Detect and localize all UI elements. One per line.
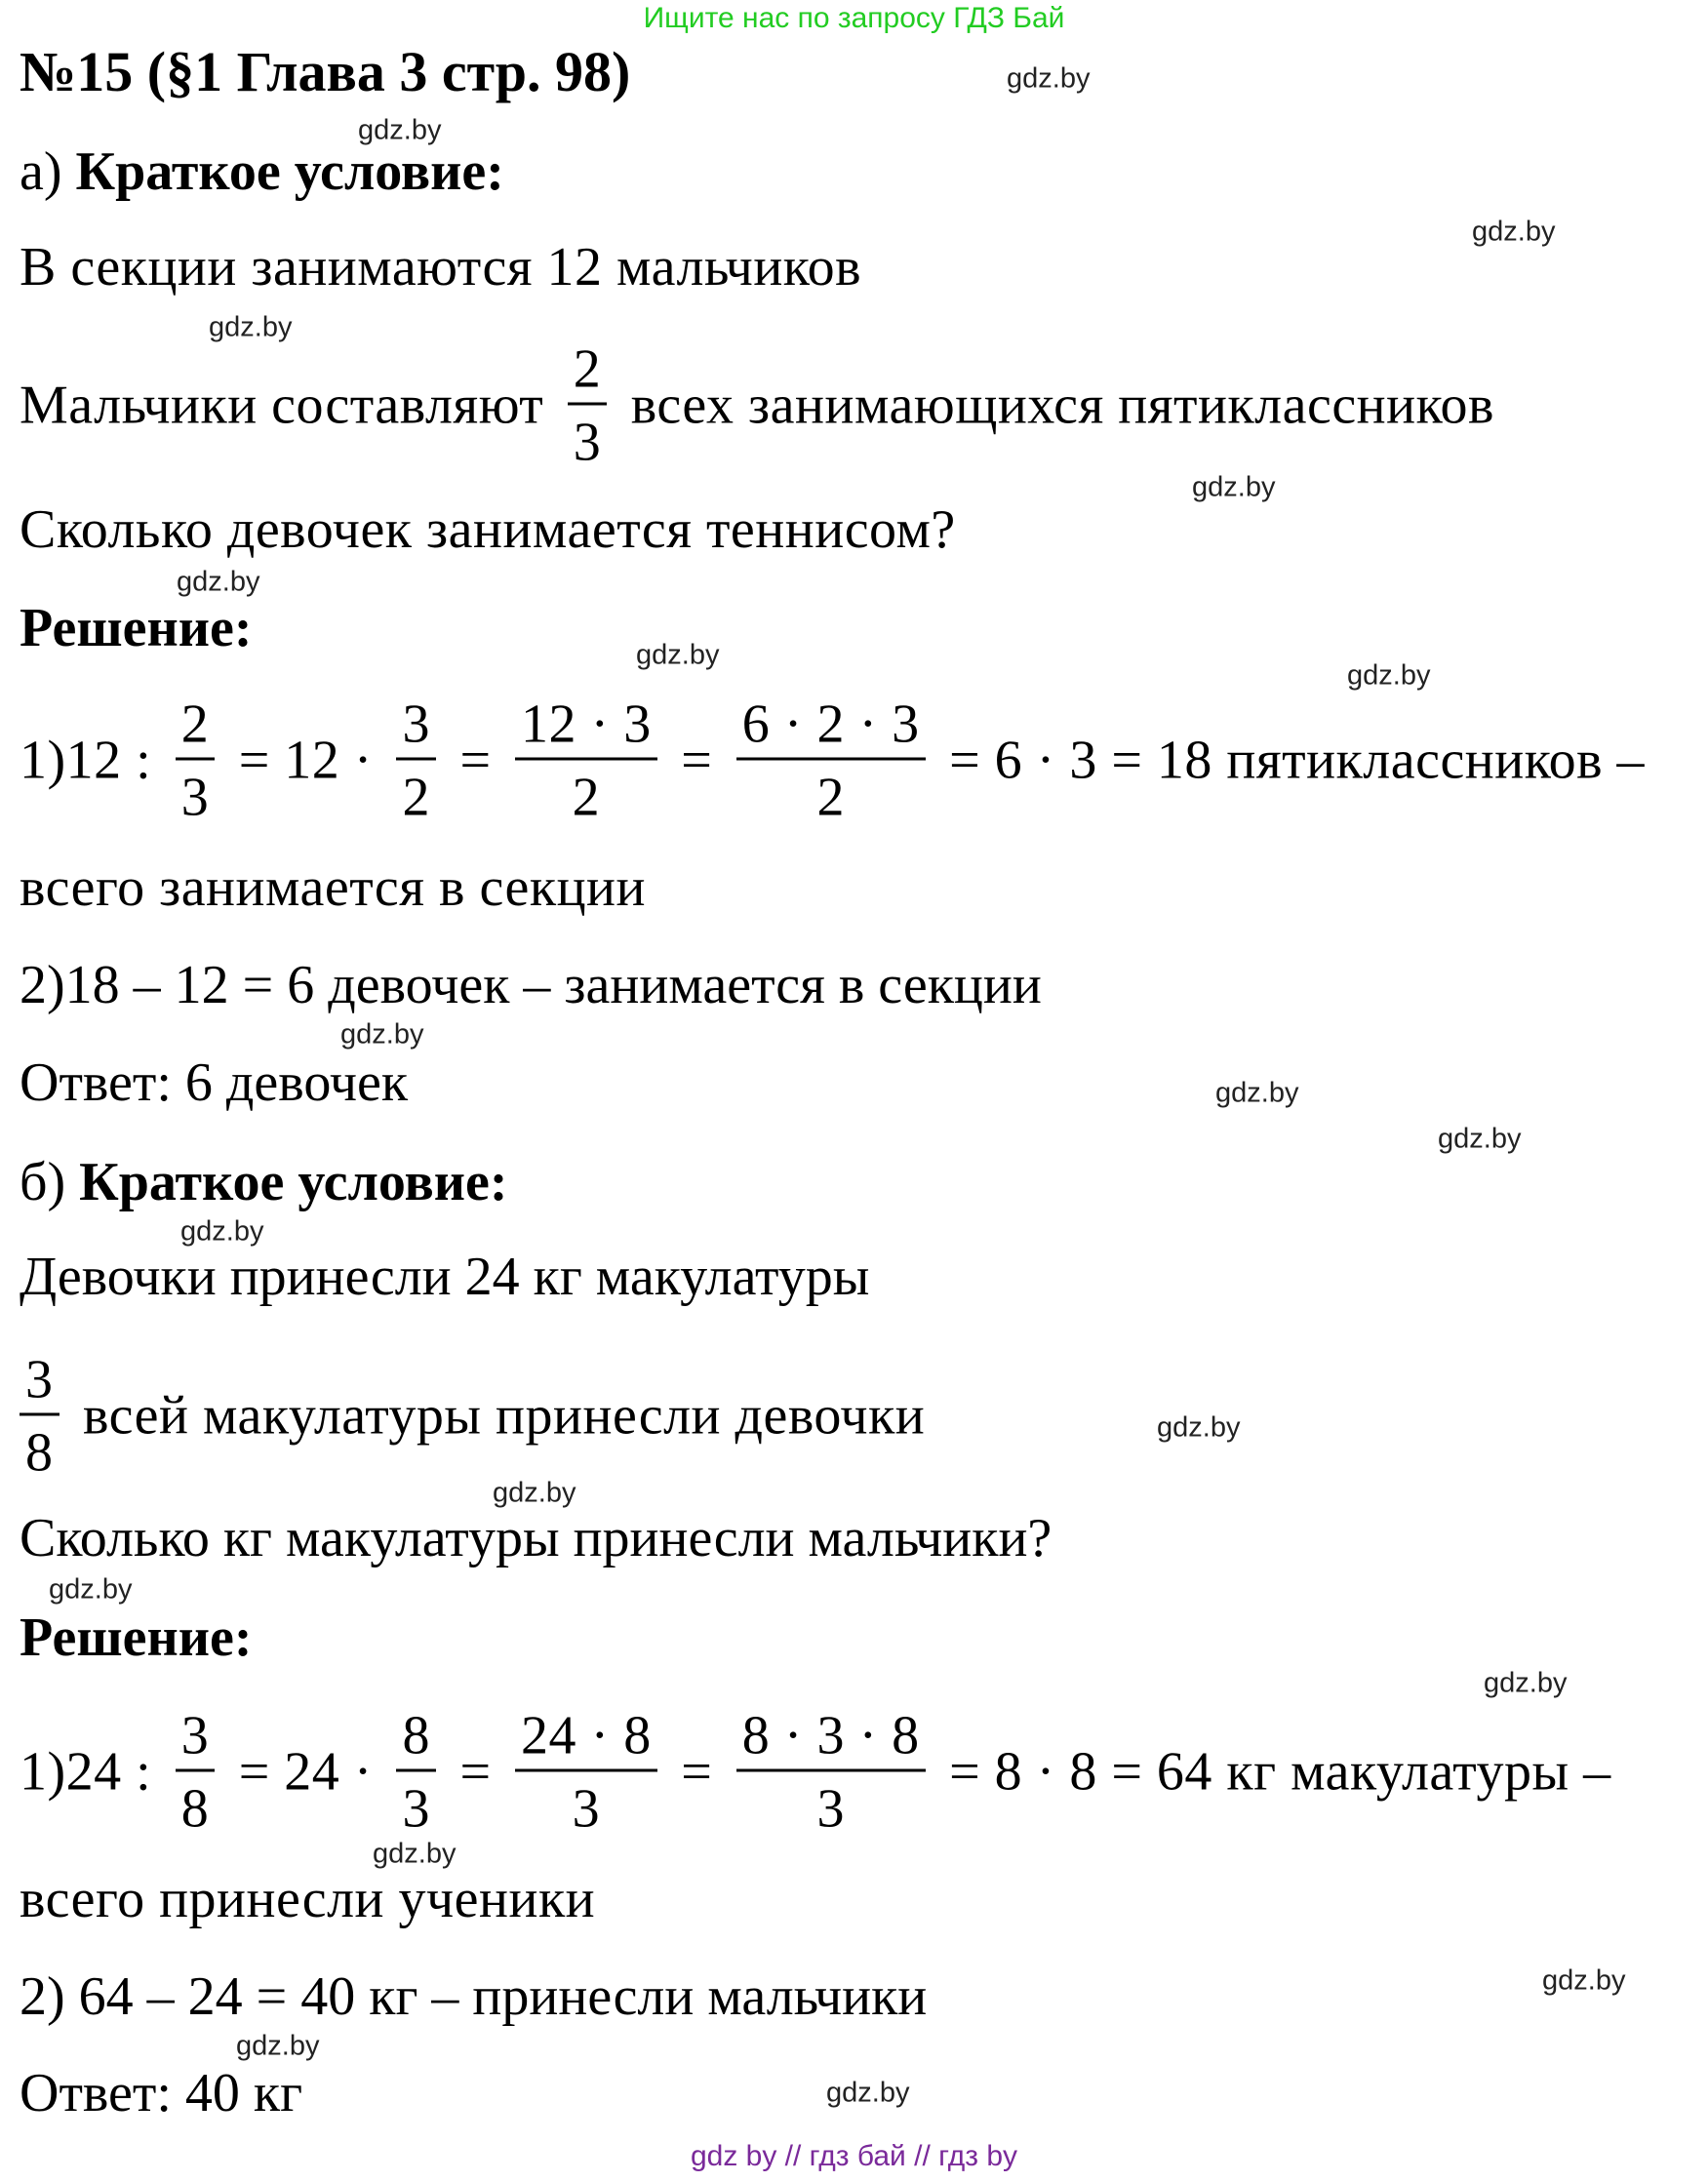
numerator: 12 · 3 (515, 697, 657, 761)
part-a-label: а) (20, 141, 76, 203)
numerator: 3 (176, 1709, 216, 1772)
question-line: Сколько девочек занимается теннисом? (20, 499, 956, 561)
watermark: gdz.by (1347, 659, 1431, 692)
denominator: 2 (572, 767, 601, 828)
watermark: gdz.by (1192, 471, 1276, 503)
watermark: gdz.by (1007, 62, 1091, 95)
watermark: gdz.by (1438, 1123, 1522, 1155)
search-banner: Ищите нас по запросу ГДЗ Бай (643, 2, 1065, 34)
fraction (568, 338, 608, 473)
numerator: 2 (568, 342, 608, 406)
footer-links: gdz by // гдз бай // гдз by (690, 2140, 1018, 2172)
watermark: gdz.by (180, 1215, 264, 1248)
watermark: gdz.by (1472, 216, 1556, 248)
equation-step-1 (20, 1705, 1611, 1840)
denominator: 8 (180, 1778, 210, 1840)
condition-line: Девочки принесли 24 кг макулатуры (20, 1247, 870, 1308)
numerator: 8 (396, 1709, 436, 1772)
text: всей макулатуры принесли девочки (68, 1385, 926, 1447)
equation-text: = (445, 730, 506, 791)
watermark: gdz.by (49, 1573, 133, 1606)
page-title: №15 (§1 Глава 3 стр. 98) (20, 40, 631, 104)
fraction (20, 1349, 60, 1484)
fraction (176, 694, 216, 828)
condition-line-fraction (20, 338, 1494, 473)
denominator: 3 (402, 1778, 430, 1840)
denominator: 3 (572, 1778, 601, 1840)
numerator: 8 · 3 · 8 (736, 1709, 926, 1772)
denominator: 2 (402, 767, 430, 828)
watermark: gdz.by (177, 566, 260, 598)
denominator: 3 (180, 767, 210, 828)
answer-line: Ответ: 6 девочек (20, 1052, 409, 1114)
fraction (515, 1705, 657, 1840)
part-a-heading (20, 142, 504, 203)
equation-text: = 6 · 3 = 18 пятиклассников – (934, 730, 1646, 791)
fraction (736, 694, 926, 828)
fraction (176, 1705, 216, 1840)
short-condition-heading: Краткое условие: (75, 141, 504, 203)
watermark: gdz.by (826, 2077, 910, 2109)
watermark: gdz.by (493, 1477, 576, 1509)
numerator: 6 · 2 · 3 (736, 697, 926, 761)
watermark: gdz.by (1542, 1964, 1626, 1997)
condition-line-fraction (20, 1349, 926, 1484)
part-b-label: б) (20, 1152, 80, 1213)
text: Мальчики составляют (20, 375, 558, 436)
equation-step-1 (20, 694, 1646, 828)
denominator: 3 (573, 412, 602, 473)
numerator: 3 (396, 697, 436, 761)
short-condition-heading: Краткое условие: (79, 1152, 508, 1213)
fraction (396, 694, 436, 828)
solution-heading: Решение: (20, 1607, 253, 1669)
condition-line: В секции занимаются 12 мальчиков (20, 237, 862, 298)
part-b-heading (20, 1153, 508, 1213)
equation-text: 1)12 : (20, 730, 166, 791)
equation-text: 1)24 : (20, 1741, 166, 1803)
fraction (515, 694, 657, 828)
equation-text: = 12 · (224, 730, 387, 791)
equation-text: = (666, 1741, 727, 1803)
numerator: 3 (20, 1353, 60, 1416)
watermark: gdz.by (636, 639, 720, 671)
equation-text: = 24 · (224, 1741, 387, 1803)
equation-text: = (445, 1741, 506, 1803)
equation-continuation: всего занимается в секции (20, 857, 646, 919)
watermark: gdz.by (1215, 1077, 1299, 1109)
question-line: Сколько кг макулатуры принесли мальчики? (20, 1508, 1053, 1569)
numerator: 24 · 8 (515, 1709, 657, 1772)
watermark: gdz.by (236, 2030, 320, 2062)
watermark: gdz.by (373, 1838, 457, 1870)
equation-continuation: всего принесли ученики (20, 1869, 596, 1930)
watermark: gdz.by (340, 1018, 424, 1051)
answer-line: Ответ: 40 кг (20, 2063, 303, 2124)
equation-text: = (666, 730, 727, 791)
watermark: gdz.by (1484, 1667, 1568, 1699)
watermark: gdz.by (358, 114, 442, 146)
equation-text: = 8 · 8 = 64 кг макулатуры – (934, 1741, 1611, 1803)
fraction (736, 1705, 926, 1840)
fraction (396, 1705, 436, 1840)
denominator: 2 (816, 767, 845, 828)
text: всех занимающихся пятиклассников (616, 375, 1494, 436)
numerator: 2 (176, 697, 216, 761)
equation-step-2: 2)18 – 12 = 6 девочек – занимается в секции (20, 955, 1042, 1016)
denominator: 3 (816, 1778, 845, 1840)
watermark: gdz.by (1157, 1411, 1241, 1444)
equation-step-2: 2) 64 – 24 = 40 кг – принесли мальчики (20, 1966, 928, 2028)
denominator: 8 (25, 1422, 54, 1484)
solution-heading: Решение: (20, 598, 253, 659)
watermark: gdz.by (209, 311, 293, 343)
